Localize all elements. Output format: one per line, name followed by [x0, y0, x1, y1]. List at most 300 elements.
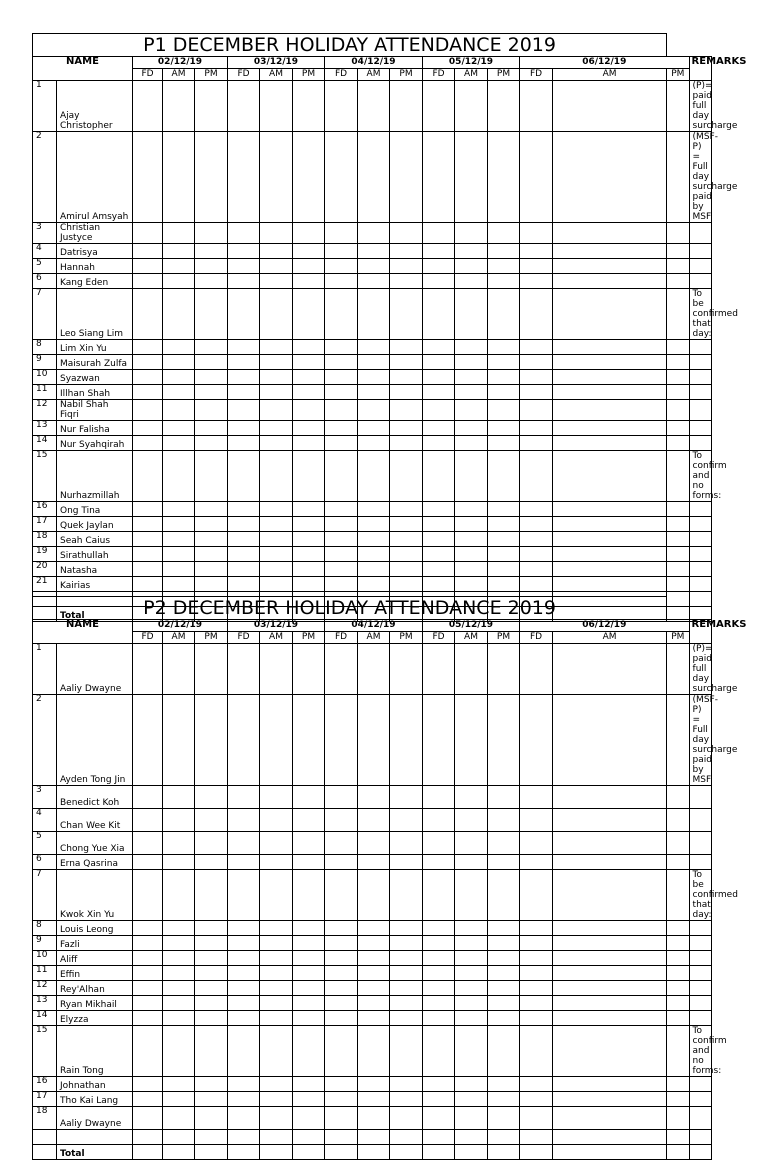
attendance-cell	[195, 81, 228, 132]
attendance-cell	[520, 340, 553, 355]
attendance-cell	[520, 786, 553, 809]
student-number: 9	[33, 936, 57, 951]
attendance-cell	[553, 355, 667, 370]
remark-cell	[689, 936, 711, 951]
attendance-cell	[488, 577, 520, 592]
attendance-cell	[163, 1092, 195, 1107]
attendance-cell	[163, 870, 195, 921]
attendance-cell	[293, 870, 325, 921]
student-name: Erna Qasrina	[57, 855, 133, 870]
attendance-cell	[390, 451, 423, 502]
attendance-cell	[553, 547, 667, 562]
session-header: FD	[133, 69, 163, 81]
student-name: Hannah	[57, 259, 133, 274]
attendance-cell	[293, 340, 325, 355]
attendance-cell	[488, 832, 520, 855]
attendance-cell	[260, 951, 293, 966]
attendance-cell	[667, 562, 689, 577]
attendance-cell	[195, 1026, 228, 1077]
session-header: PM	[390, 632, 423, 644]
attendance-cell	[163, 996, 195, 1011]
attendance-cell	[455, 532, 488, 547]
student-number: 12	[33, 981, 57, 996]
attendance-cell	[195, 695, 228, 786]
attendance-cell	[358, 451, 390, 502]
total-cell	[455, 1145, 488, 1160]
attendance-cell	[133, 832, 163, 855]
attendance-cell	[520, 421, 553, 436]
attendance-cell	[390, 223, 423, 244]
attendance-cell	[553, 1011, 667, 1026]
attendance-cell	[260, 1107, 293, 1130]
attendance-cell	[163, 451, 195, 502]
attendance-cell	[667, 223, 689, 244]
attendance-cell	[553, 921, 667, 936]
attendance-cell	[455, 1011, 488, 1026]
attendance-cell	[423, 259, 455, 274]
attendance-cell	[133, 1026, 163, 1077]
student-name: Leo Siang Lim	[57, 289, 133, 340]
attendance-cell	[667, 870, 689, 921]
student-name: Louis Leong	[57, 921, 133, 936]
attendance-cell	[195, 355, 228, 370]
student-number: 5	[33, 832, 57, 855]
total-cell	[228, 1145, 260, 1160]
attendance-cell	[325, 223, 358, 244]
attendance-cell	[260, 996, 293, 1011]
student-name: Aliff	[57, 951, 133, 966]
attendance-cell	[488, 855, 520, 870]
student-number: 21	[33, 577, 57, 592]
attendance-cell	[520, 981, 553, 996]
attendance-cell	[325, 81, 358, 132]
remark-cell	[689, 547, 711, 562]
blank-cell	[57, 1130, 133, 1145]
student-number: 13	[33, 996, 57, 1011]
attendance-cell	[163, 259, 195, 274]
blank-cell	[667, 1130, 689, 1145]
attendance-cell	[133, 921, 163, 936]
attendance-cell	[553, 385, 667, 400]
attendance-cell	[423, 1077, 455, 1092]
attendance-cell	[228, 547, 260, 562]
student-row	[33, 355, 712, 370]
attendance-cell	[228, 562, 260, 577]
attendance-cell	[423, 832, 455, 855]
attendance-cell	[133, 370, 163, 385]
student-row	[33, 340, 712, 355]
attendance-cell	[553, 132, 667, 223]
session-header: PM	[667, 632, 689, 644]
attendance-cell	[488, 1107, 520, 1130]
attendance-cell	[325, 1011, 358, 1026]
attendance-cell	[520, 1092, 553, 1107]
attendance-cell	[520, 132, 553, 223]
attendance-cell	[553, 532, 667, 547]
attendance-cell	[163, 1011, 195, 1026]
attendance-cell	[520, 532, 553, 547]
attendance-cell	[520, 502, 553, 517]
attendance-cell	[553, 340, 667, 355]
attendance-cell	[358, 695, 390, 786]
remarks-column-header: REMARKS	[689, 620, 711, 644]
attendance-cell	[390, 289, 423, 340]
attendance-cell	[423, 577, 455, 592]
attendance-cell	[423, 644, 455, 695]
attendance-cell	[455, 809, 488, 832]
attendance-cell	[520, 223, 553, 244]
attendance-cell	[163, 577, 195, 592]
blank-cell	[195, 1130, 228, 1145]
attendance-cell	[553, 259, 667, 274]
attendance-cell	[163, 1077, 195, 1092]
attendance-cell	[553, 400, 667, 421]
attendance-cell	[358, 1011, 390, 1026]
attendance-cell	[228, 400, 260, 421]
attendance-cell	[390, 1107, 423, 1130]
attendance-cell	[358, 870, 390, 921]
attendance-cell	[488, 355, 520, 370]
attendance-cell	[423, 1011, 455, 1026]
attendance-cell	[390, 274, 423, 289]
attendance-cell	[390, 562, 423, 577]
attendance-cell	[195, 870, 228, 921]
attendance-cell	[260, 223, 293, 244]
attendance-cell	[390, 577, 423, 592]
attendance-cell	[325, 1107, 358, 1130]
attendance-cell	[163, 532, 195, 547]
attendance-cell	[133, 421, 163, 436]
attendance-cell	[325, 1077, 358, 1092]
attendance-cell	[667, 921, 689, 936]
attendance-cell	[228, 577, 260, 592]
attendance-cell	[228, 223, 260, 244]
attendance-cell	[423, 274, 455, 289]
attendance-cell	[133, 400, 163, 421]
session-header: PM	[195, 632, 228, 644]
remark-cell	[689, 259, 711, 274]
attendance-cell	[488, 532, 520, 547]
attendance-cell	[133, 1092, 163, 1107]
student-number: 20	[33, 562, 57, 577]
attendance-cell	[667, 855, 689, 870]
attendance-cell	[133, 259, 163, 274]
attendance-cell	[455, 1092, 488, 1107]
attendance-cell	[195, 532, 228, 547]
session-header: AM	[260, 632, 293, 644]
attendance-cell	[455, 786, 488, 809]
attendance-cell	[455, 870, 488, 921]
student-name: Maisurah Zulfa	[57, 355, 133, 370]
attendance-cell	[163, 223, 195, 244]
attendance-cell	[195, 832, 228, 855]
attendance-cell	[667, 340, 689, 355]
attendance-cell	[455, 355, 488, 370]
attendance-cell	[455, 340, 488, 355]
attendance-cell	[390, 1026, 423, 1077]
attendance-cell	[358, 244, 390, 259]
remark-cell	[689, 355, 711, 370]
attendance-cell	[667, 951, 689, 966]
attendance-cell	[133, 1107, 163, 1130]
total-cell	[260, 1145, 293, 1160]
attendance-cell	[423, 562, 455, 577]
session-header: FD	[520, 69, 553, 81]
session-header: FD	[423, 69, 455, 81]
total-cell	[667, 1145, 689, 1160]
remark-cell	[689, 244, 711, 259]
attendance-cell	[133, 532, 163, 547]
blank-cell	[163, 1130, 195, 1145]
student-name: Natasha	[57, 562, 133, 577]
attendance-cell	[488, 340, 520, 355]
attendance-cell	[260, 855, 293, 870]
blank-cell	[553, 1130, 667, 1145]
blank-row	[33, 1130, 712, 1145]
attendance-cell	[228, 951, 260, 966]
attendance-cell	[325, 436, 358, 451]
attendance-cell	[553, 951, 667, 966]
attendance-cell	[667, 786, 689, 809]
attendance-cell	[423, 786, 455, 809]
student-row	[33, 502, 712, 517]
attendance-cell	[133, 936, 163, 951]
student-row	[33, 274, 712, 289]
attendance-cell	[293, 370, 325, 385]
remark-cell	[689, 370, 711, 385]
student-number: 15	[33, 1026, 57, 1077]
student-row	[33, 1107, 712, 1130]
attendance-cell	[455, 1077, 488, 1092]
attendance-cell	[390, 951, 423, 966]
attendance-cell	[455, 289, 488, 340]
attendance-cell	[455, 400, 488, 421]
attendance-cell	[228, 502, 260, 517]
attendance-cell	[228, 421, 260, 436]
blank-cell	[228, 1130, 260, 1145]
total-cell	[689, 1145, 711, 1160]
student-number: 10	[33, 370, 57, 385]
attendance-cell	[553, 421, 667, 436]
attendance-cell	[358, 502, 390, 517]
name-column-header: NAME	[33, 57, 133, 81]
remark-cell	[689, 223, 711, 244]
attendance-cell	[553, 695, 667, 786]
attendance-cell	[520, 385, 553, 400]
student-row	[33, 996, 712, 1011]
attendance-cell	[488, 436, 520, 451]
attendance-cell	[667, 451, 689, 502]
student-name: Illhan Shah	[57, 385, 133, 400]
attendance-cell	[163, 289, 195, 340]
attendance-cell	[488, 274, 520, 289]
attendance-cell	[520, 644, 553, 695]
attendance-cell	[325, 132, 358, 223]
student-number: 8	[33, 921, 57, 936]
attendance-cell	[133, 644, 163, 695]
remark-cell	[689, 921, 711, 936]
attendance-cell	[520, 695, 553, 786]
attendance-cell	[133, 289, 163, 340]
attendance-cell	[667, 517, 689, 532]
attendance-cell	[423, 921, 455, 936]
attendance-cell	[195, 1011, 228, 1026]
attendance-cell	[163, 1026, 195, 1077]
blank-cell	[260, 1130, 293, 1145]
session-header: FD	[520, 632, 553, 644]
session-header: FD	[228, 632, 260, 644]
session-header: AM	[358, 632, 390, 644]
attendance-cell	[260, 832, 293, 855]
attendance-cell	[163, 132, 195, 223]
student-row	[33, 981, 712, 996]
attendance-cell	[390, 436, 423, 451]
attendance-cell	[228, 1011, 260, 1026]
attendance-cell	[325, 695, 358, 786]
attendance-cell	[260, 259, 293, 274]
attendance-cell	[325, 562, 358, 577]
attendance-cell	[390, 1092, 423, 1107]
attendance-cell	[228, 966, 260, 981]
blank-cell	[293, 1130, 325, 1145]
attendance-cell	[195, 921, 228, 936]
attendance-cell	[228, 936, 260, 951]
name-column-header: NAME	[33, 620, 133, 644]
student-number: 11	[33, 385, 57, 400]
attendance-cell	[358, 400, 390, 421]
attendance-cell	[358, 370, 390, 385]
attendance-cell	[293, 132, 325, 223]
attendance-cell	[455, 370, 488, 385]
attendance-cell	[358, 966, 390, 981]
attendance-cell	[163, 355, 195, 370]
attendance-cell	[520, 951, 553, 966]
session-header: PM	[667, 69, 689, 81]
attendance-cell	[423, 81, 455, 132]
attendance-cell	[195, 289, 228, 340]
student-row	[33, 259, 712, 274]
attendance-cell	[390, 132, 423, 223]
attendance-cell	[488, 517, 520, 532]
attendance-cell	[325, 981, 358, 996]
student-name: Fazli	[57, 936, 133, 951]
student-row	[33, 289, 712, 340]
remark-cell	[689, 577, 711, 592]
attendance-cell	[325, 1026, 358, 1077]
student-row	[33, 223, 712, 244]
attendance-cell	[390, 340, 423, 355]
attendance-cell	[390, 385, 423, 400]
student-number: 11	[33, 966, 57, 981]
total-cell	[423, 1145, 455, 1160]
remark-cell: (MSF-P) = Full day surcharge paid by MSF	[689, 132, 711, 223]
student-number: 13	[33, 421, 57, 436]
total-cell	[358, 1145, 390, 1160]
attendance-cell	[390, 502, 423, 517]
student-row	[33, 786, 712, 809]
attendance-cell	[423, 502, 455, 517]
attendance-cell	[488, 1092, 520, 1107]
attendance-cell	[488, 562, 520, 577]
attendance-cell	[195, 786, 228, 809]
attendance-cell	[390, 695, 423, 786]
attendance-cell	[423, 289, 455, 340]
attendance-cell	[325, 259, 358, 274]
student-name: Syazwan	[57, 370, 133, 385]
attendance-cell	[423, 532, 455, 547]
attendance-cell	[667, 832, 689, 855]
attendance-cell	[667, 809, 689, 832]
attendance-cell	[358, 532, 390, 547]
attendance-cell	[520, 577, 553, 592]
attendance-cell	[520, 400, 553, 421]
attendance-cell	[163, 786, 195, 809]
attendance-cell	[667, 1092, 689, 1107]
attendance-cell	[488, 385, 520, 400]
attendance-cell	[520, 966, 553, 981]
student-name: Chan Wee Kit	[57, 809, 133, 832]
attendance-cell	[260, 355, 293, 370]
attendance-cell	[455, 644, 488, 695]
attendance-cell	[260, 421, 293, 436]
attendance-cell	[228, 259, 260, 274]
attendance-cell	[553, 502, 667, 517]
attendance-table	[32, 596, 747, 1160]
attendance-cell	[667, 436, 689, 451]
student-row	[33, 562, 712, 577]
student-number: 17	[33, 1092, 57, 1107]
attendance-cell	[358, 223, 390, 244]
attendance-cell	[195, 855, 228, 870]
attendance-cell	[358, 81, 390, 132]
attendance-cell	[667, 981, 689, 996]
attendance-cell	[488, 132, 520, 223]
attendance-cell	[228, 921, 260, 936]
attendance-cell	[325, 996, 358, 1011]
attendance-cell	[455, 547, 488, 562]
attendance-cell	[260, 340, 293, 355]
student-name: Nurhazmillah	[57, 451, 133, 502]
attendance-cell	[520, 996, 553, 1011]
attendance-cell	[423, 951, 455, 966]
attendance-cell	[358, 421, 390, 436]
attendance-cell	[163, 502, 195, 517]
attendance-cell	[553, 786, 667, 809]
attendance-cell	[488, 870, 520, 921]
attendance-cell	[260, 562, 293, 577]
attendance-cell	[133, 451, 163, 502]
attendance-cell	[553, 370, 667, 385]
attendance-cell	[228, 1107, 260, 1130]
session-header: AM	[455, 632, 488, 644]
attendance-cell	[553, 436, 667, 451]
student-number: 5	[33, 259, 57, 274]
blank-cell	[455, 1130, 488, 1145]
attendance-cell	[520, 870, 553, 921]
attendance-cell	[293, 936, 325, 951]
student-name: Seah Caius	[57, 532, 133, 547]
attendance-cell	[667, 421, 689, 436]
attendance-cell	[488, 451, 520, 502]
attendance-cell	[667, 132, 689, 223]
attendance-cell	[423, 1092, 455, 1107]
remark-cell	[689, 1011, 711, 1026]
remark-cell	[689, 951, 711, 966]
attendance-cell	[488, 996, 520, 1011]
attendance-cell	[488, 695, 520, 786]
attendance-cell	[358, 832, 390, 855]
attendance-cell	[520, 451, 553, 502]
